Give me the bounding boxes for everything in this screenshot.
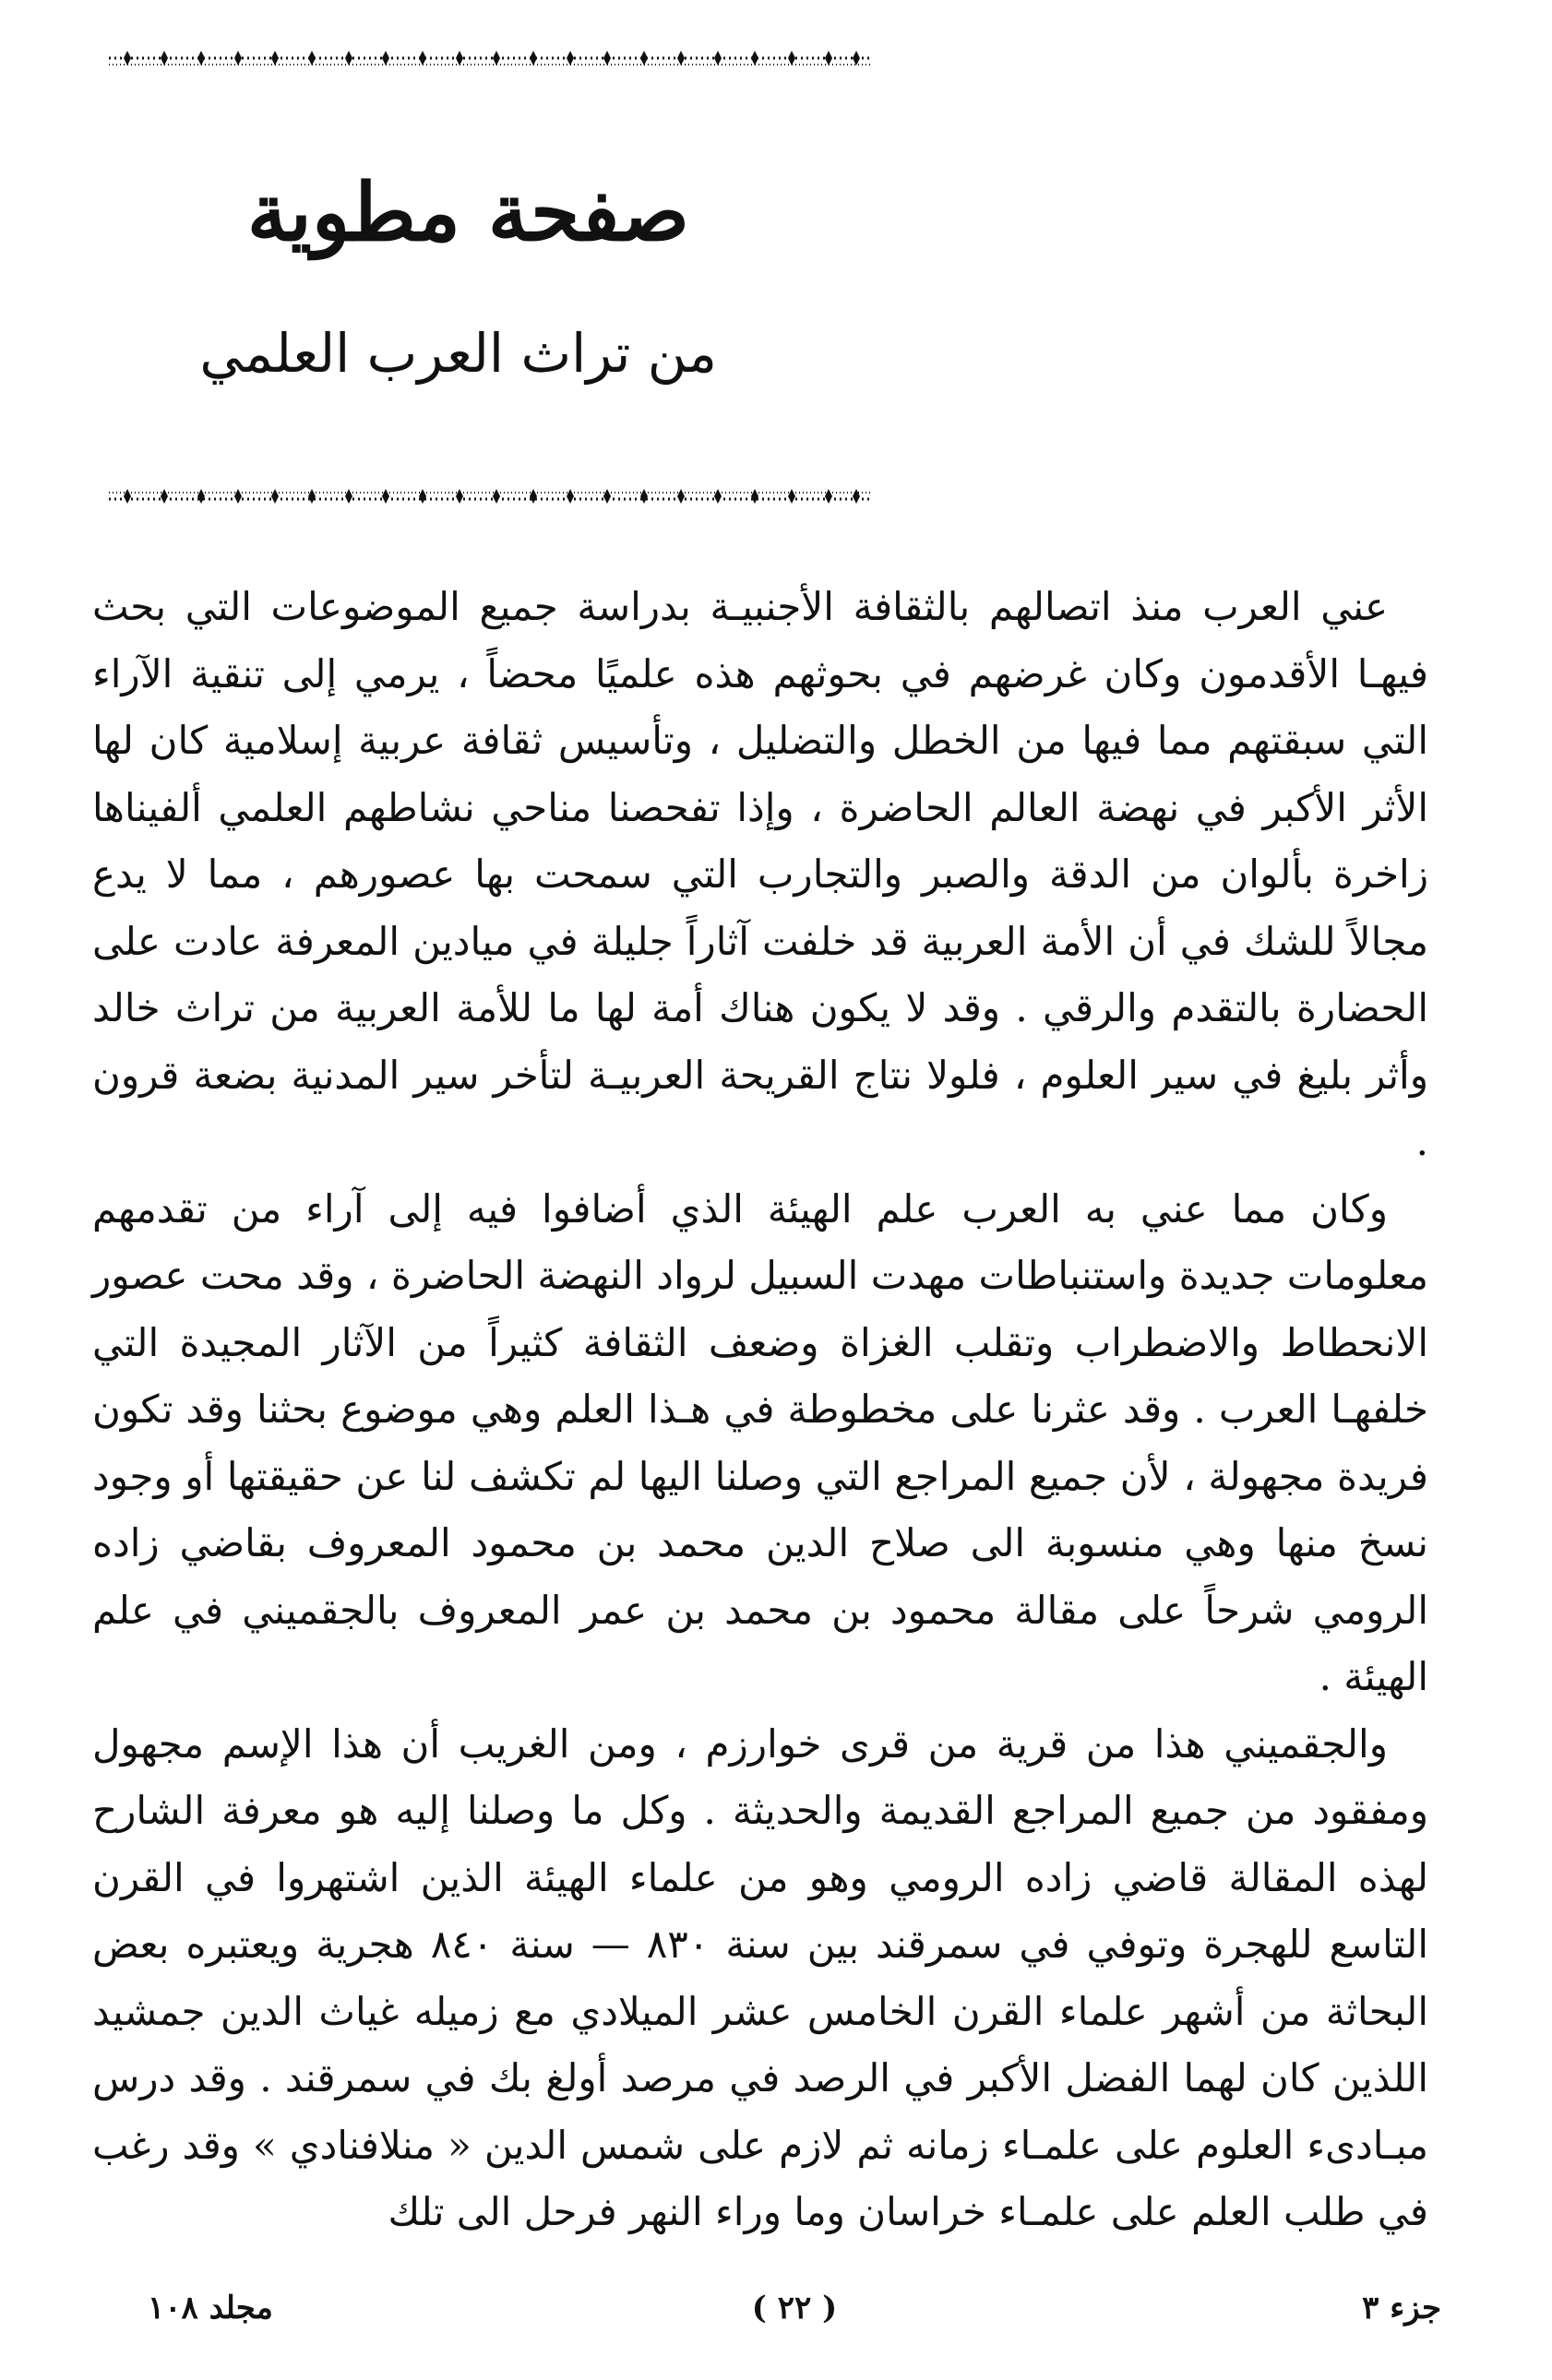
paragraph-1: عني العرب منذ اتصالهم بالثقافة الأجنبيـة بدراسة جميع الموضوعات التي بحث فيهـا الأقدمون وكان غرضهم في بحوثهم هذه علميًا محضاً ، يرمي إلى تنقية الآراء التي سبقتهم مما فيها من الخطل والتضليل ، وتأسيس ثقافة عربية إسلامية كان لها الأثر الأكبر في نهضة العالم الحاضرة ، وإذا تفحصنا مناحي نشاطهم العلمي ألفيناها زاخرة بألوان من الدقة والصبر والتجارب التي سمحت بها عصورهم ، مما لا يدع مجالاً للشك في أن الأمة العربية قد خلفت آثاراً جليلة في ميادين المعرفة عادت على الحضارة بالتقدم والرقي . وقد لا يكون هناك أمة لها ما للأمة العربية من تراث خالد وأثر بليغ في سير العلوم ، فلولا نتاج القريحة العربيـة لتأخر سير المدنية بضعة قرون . xyxy=(92,584,1428,1164)
paragraph-3: والجقميني هذا من قرية من قرى خوارزم ، ومن الغريب أن هذا الإسم مجهول ومفقود من جميع المراجع القديمة والحديثة . وكل ما وصلنا إليه هو معرفة الشارح لهذه المقالة قاضي زاده الرومي وهو من علماء الهيئة الذين اشتهروا في القرن التاسع للهجرة وتوفي في سمرقند بين سنة ٨٣٠ — سنة ٨٤٠ هجرية ويعتبره بعض البحاثة من أشهر علماء القرن الخامس عشر الميلادي مع زميله غياث الدين جمشيد اللذين كان لهما الفضل الأكبر في الرصد في مرصد أولغ بك في سمرقند . وقد درس مبـادىء العلوم على علمـاء زمانه ثم لازم على شمس الدين « منلافنادي » وقد رغب في طلب العلم على علمـاء خراسان وما وراء النهر فرحل الى تلك xyxy=(92,1720,1429,2234)
top-ornamental-border xyxy=(109,46,871,70)
page-title: صفحة مطوية xyxy=(246,166,689,259)
article-body xyxy=(92,574,1428,2246)
page-footer xyxy=(148,2290,1441,2336)
bottom-ornamental-border xyxy=(109,485,871,509)
footer-volume: مجلد ١٠٨ xyxy=(148,2290,273,2326)
footer-page-number: ( ٢٢ ) xyxy=(751,2290,838,2326)
page-subtitle: من تراث العرب العلمي xyxy=(199,322,717,385)
paragraph-2: وكان مما عني به العرب علم الهيئة الذي أضافوا فيه إلى آراء من تقدمهم معلومات جديدة واستنباطات مهدت السبيل لرواد النهضة الحاضرة ، وقد محت عصور الانحطاط والاضطراب وتقلب الغزاة وضعف الثقافة كثيراً من الآثار المجيدة التي خلفهـا العرب . وقد عثرنا على مخطوطة في هـذا العلم وهي موضوع بحثنا وقد تكون فريدة مجهولة ، لأن جميع المراجع التي وصلنا اليها لم تكشف لنا عن حقيقتها أو وجود نسخ منها وهي منسوبة الى صلاح الدين محمد بن محمود المعروف بقاضي زاده الرومي شرحاً على مقالة محمود بن محمد بن عمر المعروف بالجقميني في علم الهيئة . xyxy=(92,1185,1428,1699)
footer-part: جزء ٣ xyxy=(1362,2290,1441,2326)
